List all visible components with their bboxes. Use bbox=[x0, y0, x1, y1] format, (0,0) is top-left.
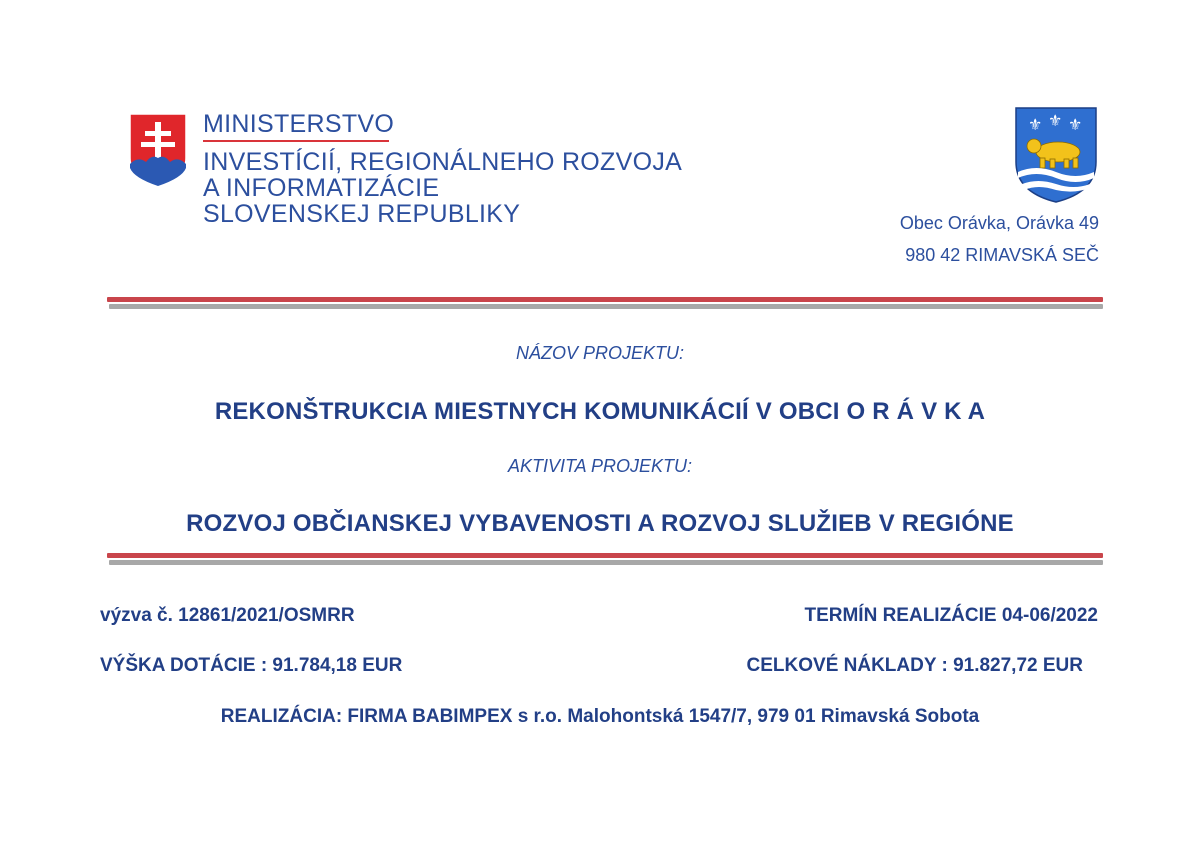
call-number: výzva č. 12861/2021/OSMRR bbox=[100, 605, 355, 626]
svg-text:⚜: ⚜ bbox=[1048, 111, 1063, 130]
svg-text:⚜: ⚜ bbox=[1028, 115, 1043, 134]
realization-term: TERMÍN REALIZÁCIE 04-06/2022 bbox=[804, 605, 1098, 626]
slovak-coat-of-arms-icon bbox=[128, 112, 188, 188]
ministry-name-line1: MINISTERSTVO bbox=[203, 110, 395, 138]
project-activity-title: ROZVOJ OBČIANSKEJ VYBAVENOSTI A ROZVOJ SLUŽIEB V REGIÓNE bbox=[186, 510, 1014, 537]
separator-top bbox=[107, 297, 1103, 310]
project-title: REKONŠTRUKCIA MIESTNYCH KOMUNIKÁCIÍ V OBCI O R Á V K A bbox=[214, 398, 986, 425]
ministry-name-line3: A INFORMATIZÁCIE bbox=[203, 174, 440, 202]
project-name-label: NÁZOV PROJEKTU: bbox=[515, 343, 685, 363]
svg-text:⚜: ⚜ bbox=[1068, 115, 1083, 134]
ministry-underline bbox=[203, 140, 389, 142]
grant-amount: VÝŠKA DOTÁCIE : 91.784,18 EUR bbox=[100, 655, 403, 676]
municipality-address-line1: Obec Orávka, Orávka 49 bbox=[899, 213, 1099, 233]
ministry-name-line4: SLOVENSKEJ REPUBLIKY bbox=[203, 200, 521, 228]
contractor-info: REALIZÁCIA: FIRMA BABIMPEX s r.o. Malohontská 1547/7, 979 01 Rimavská Sobota bbox=[220, 706, 980, 727]
ministry-name-line2: INVESTÍCIÍ, REGIONÁLNEHO ROZVOJA bbox=[203, 148, 683, 176]
municipality-address-line2: 980 42 RIMAVSKÁ SEČ bbox=[905, 245, 1099, 265]
project-activity-label: AKTIVITA PROJEKTU: bbox=[507, 456, 693, 476]
oravka-coat-of-arms-icon bbox=[1014, 106, 1098, 204]
total-costs: CELKOVÉ NÁKLADY : 91.827,72 EUR bbox=[746, 655, 1083, 676]
separator-middle bbox=[107, 553, 1103, 566]
